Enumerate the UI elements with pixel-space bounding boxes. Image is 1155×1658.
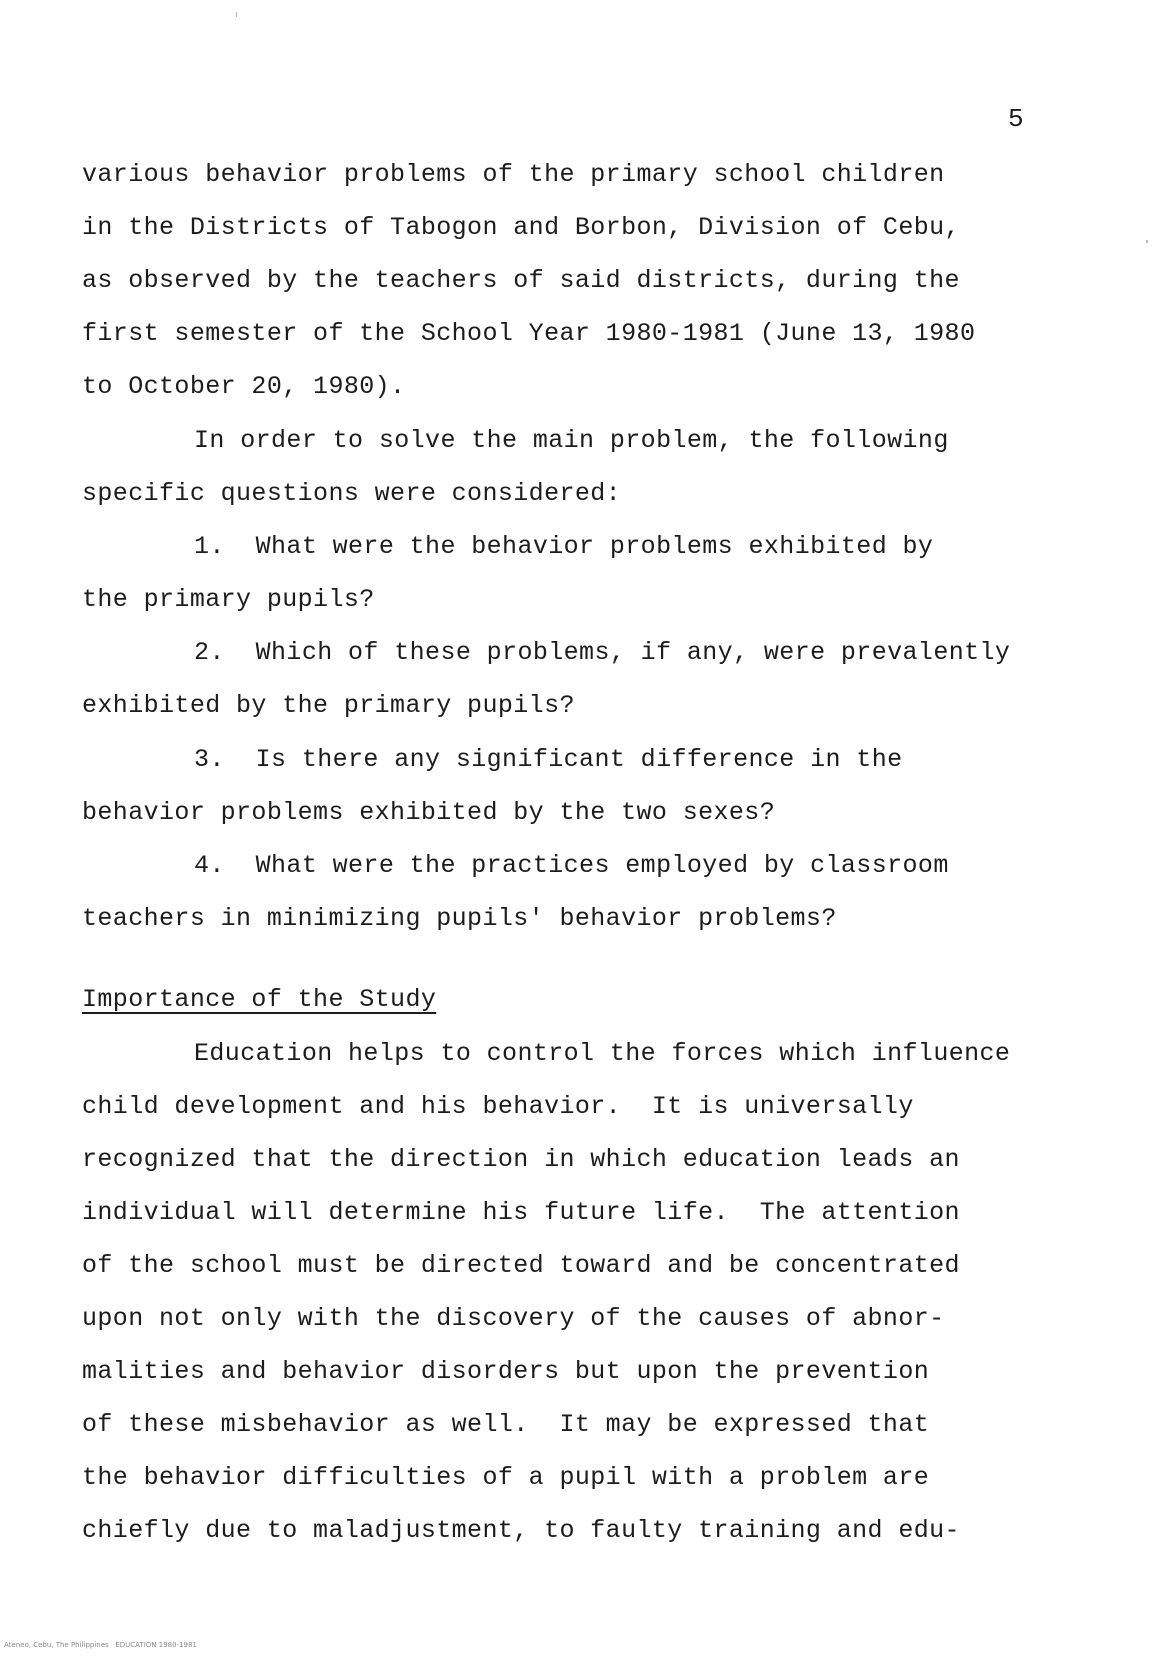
question-3-line: 3. Is there any significant difference in the [194,745,903,774]
body-line: chiefly due to maladjustment, to faulty training and edu- [82,1516,960,1545]
scan-speck [236,12,237,17]
body-line: to October 20, 1980). [82,372,406,401]
body-line: the behavior difficulties of a pupil with a problem are [82,1463,930,1492]
section-heading: Importance of the Study [82,985,437,1014]
question-3-line: behavior problems exhibited by the two sexes? [82,798,776,827]
body-line: child development and his behavior. It is universally [82,1092,914,1121]
body-line: various behavior problems of the primary school children [82,160,945,189]
body-line: upon not only with the discovery of the causes of abnor- [82,1304,945,1333]
body-line: of the school must be directed toward and be concentrated [82,1251,960,1280]
body-line: In order to solve the main problem, the following [194,426,949,455]
question-2-line: 2. Which of these problems, if any, were prevalently [194,638,1011,667]
scan-footer: Ateneo, Cebu, The Philippines EDUCATION 1980-1981 [4,1641,197,1649]
body-line: Education helps to control the forces which influence [194,1039,1011,1068]
body-line: as observed by the teachers of said districts, during the [82,266,960,295]
question-4-line: teachers in minimizing pupils' behavior problems? [82,904,837,933]
body-line: first semester of the School Year 1980-1981 (June 13, 1980 [82,319,976,348]
question-4-line: 4. What were the practices employed by classroom [194,851,949,880]
page-number: 5 [1008,104,1024,134]
question-1-line: 1. What were the behavior problems exhibited by [194,532,934,561]
question-1-line: the primary pupils? [82,585,375,614]
body-line: specific questions were considered: [82,479,622,508]
scan-speck [1146,240,1148,243]
body-line: in the Districts of Tabogon and Borbon, Division of Cebu, [82,213,960,242]
body-line: recognized that the direction in which education leads an [82,1145,960,1174]
body-line: of these misbehavior as well. It may be expressed that [82,1410,930,1439]
body-line: individual will determine his future life. The attention [82,1198,960,1227]
body-line: malities and behavior disorders but upon the prevention [82,1357,930,1386]
question-2-line: exhibited by the primary pupils? [82,691,575,720]
